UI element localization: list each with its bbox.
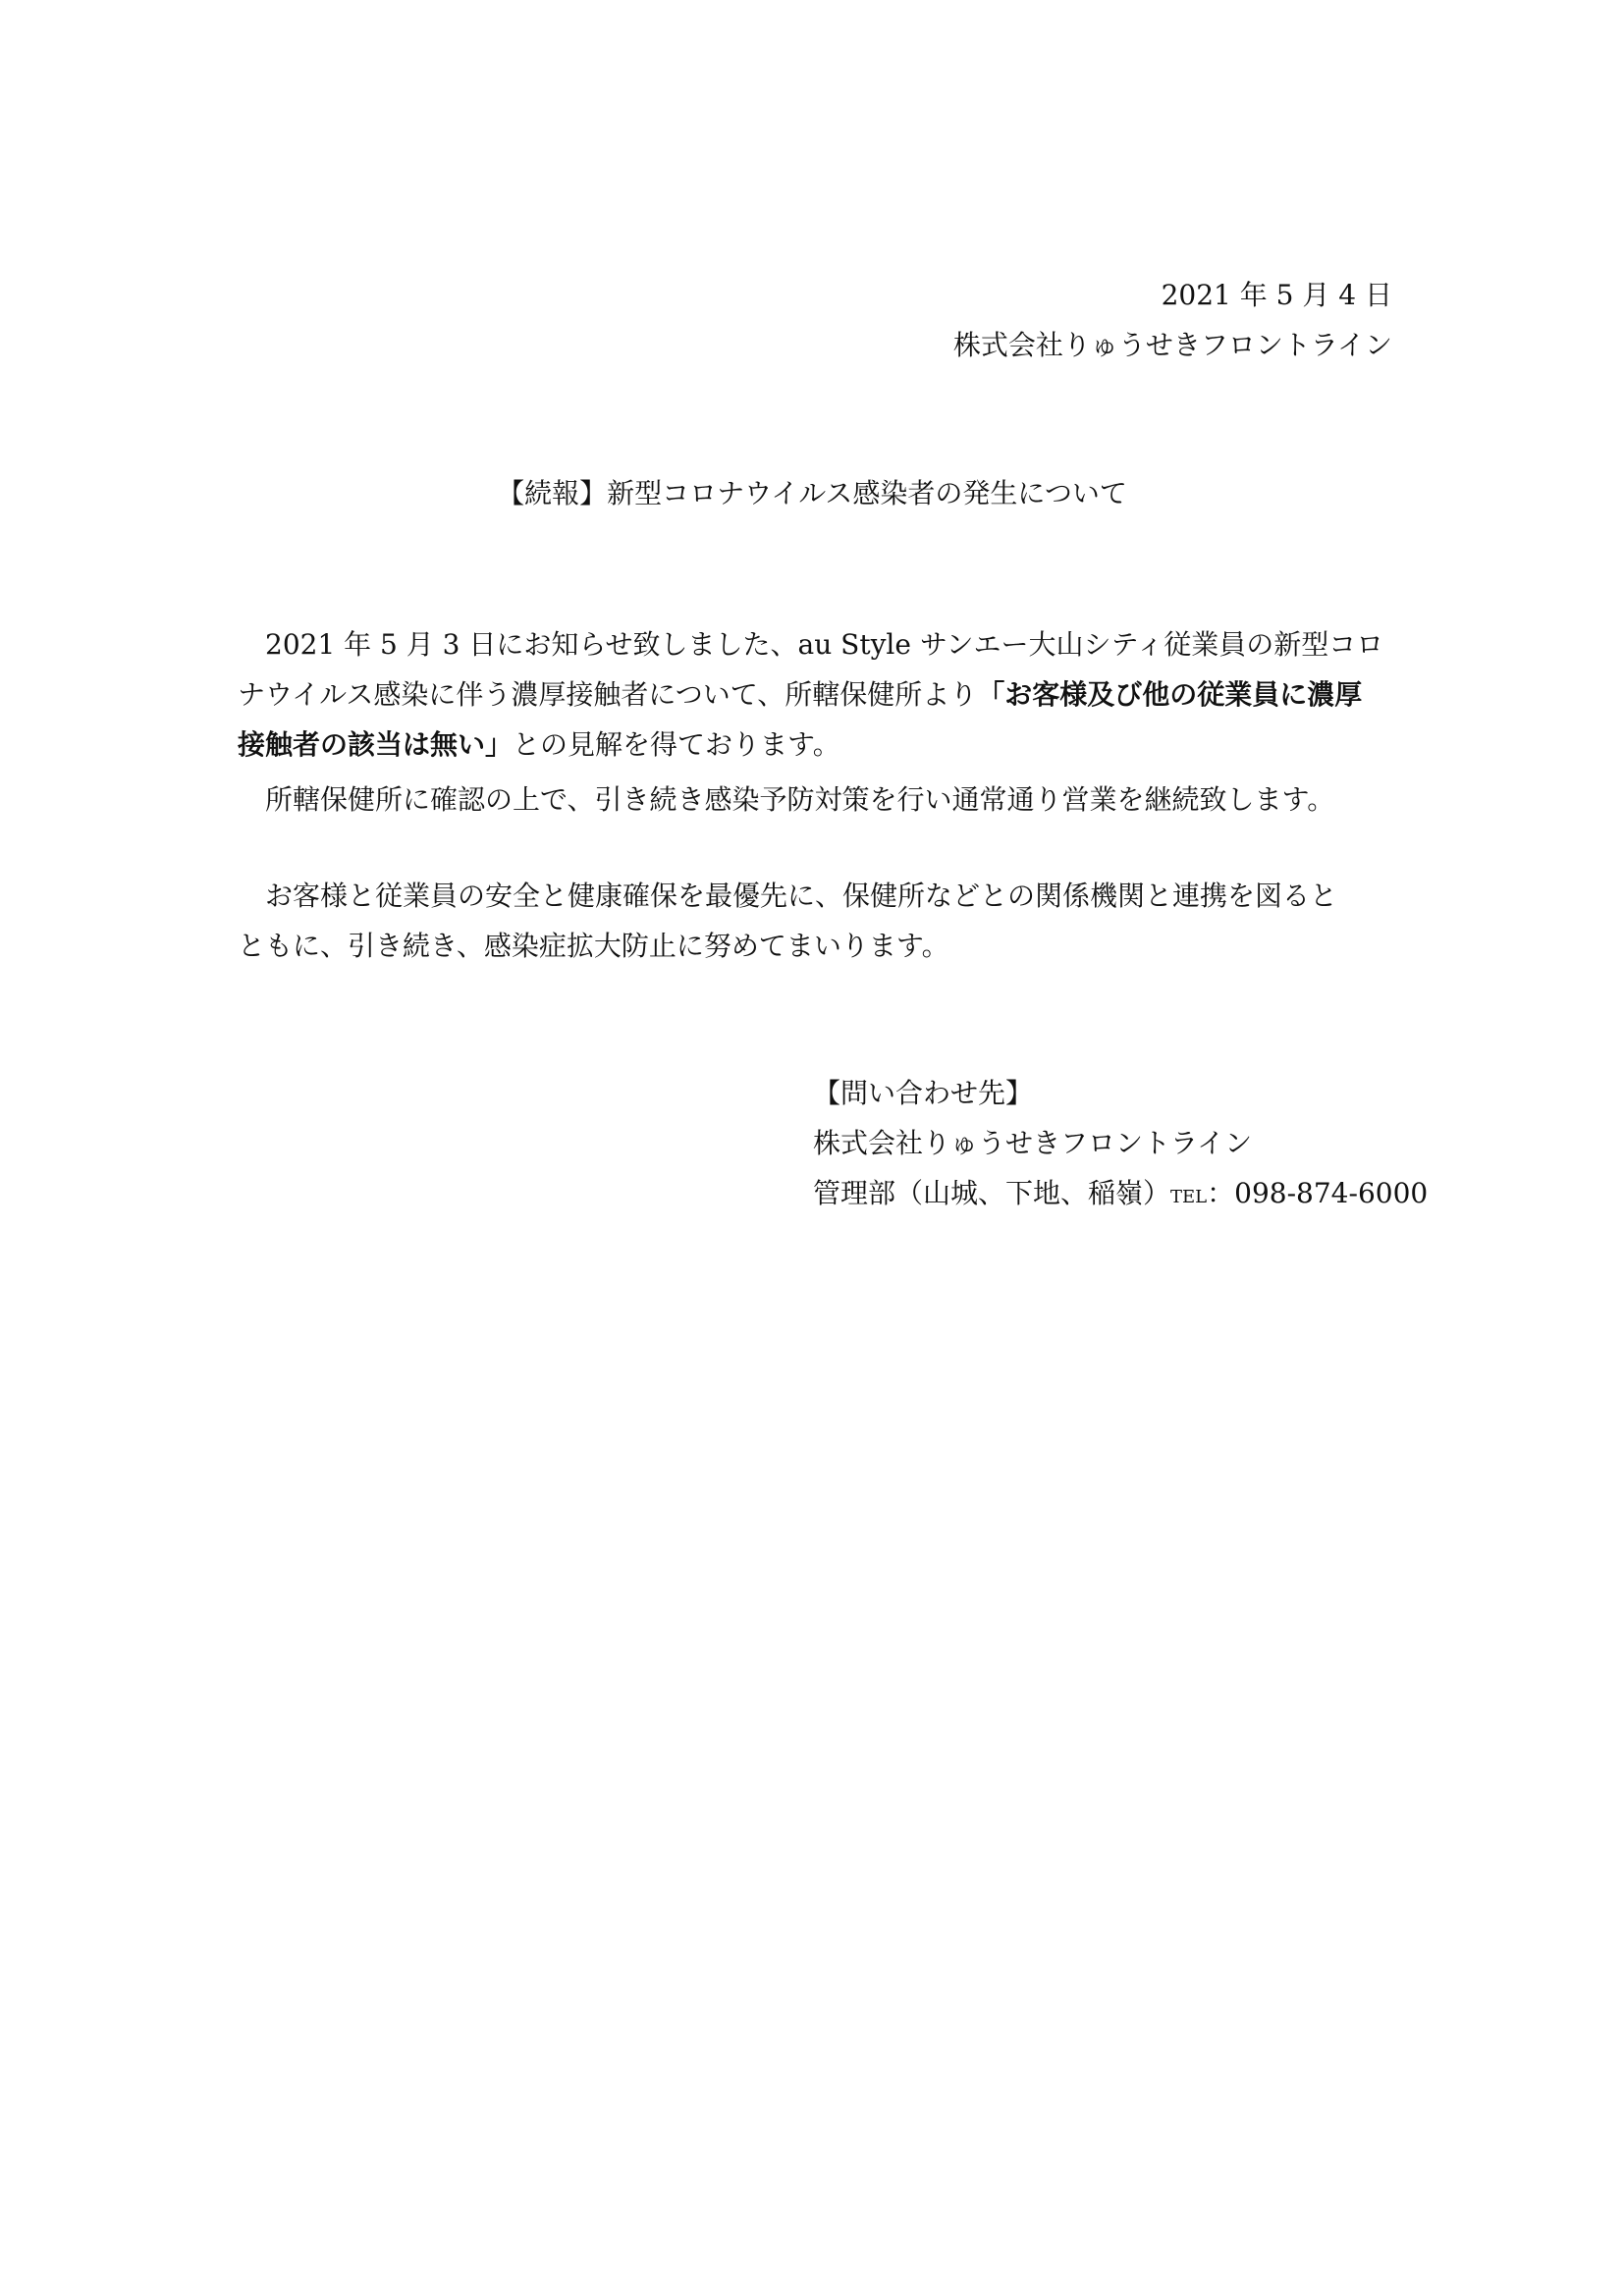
emphasis-text: 「お客様及び他の従業員に濃厚 xyxy=(977,678,1363,711)
paragraph-text: との見解を得ております。 xyxy=(513,728,840,761)
paragraph-operations xyxy=(238,774,1392,825)
issuer-company: 株式会社りゅうせきフロントライン xyxy=(952,329,1392,361)
tel-separator: ： xyxy=(1207,1177,1235,1209)
emphasis-text: 接触者の該当は無い」 xyxy=(238,728,514,761)
contact-department-line xyxy=(813,1168,1429,1222)
paragraph-line xyxy=(238,720,1392,770)
contact-department: 管理部（山城、下地、稲嶺） xyxy=(813,1177,1171,1209)
phone-number: 098-874-6000 xyxy=(1234,1177,1429,1209)
paragraph-line xyxy=(238,669,1392,720)
paragraph-line: お客様と従業員の安全と健康確保を最優先に、保健所などとの関係機関と連携を図ると xyxy=(265,880,1338,912)
paragraph-update xyxy=(238,619,1392,770)
contact-company: 株式会社りゅうせきフロントライン xyxy=(813,1127,1253,1159)
tel-label: TEL xyxy=(1170,1187,1208,1207)
contact-heading: 【問い合わせ先】 xyxy=(813,1077,1034,1109)
paragraph-line: 所轄保健所に確認の上で、引き続き感染予防対策を行い通常通り営業を継続致します。 xyxy=(265,783,1335,816)
paragraph-line: 2021 年 5 月 3 日にお知らせ致しました、au Style サンエー大山シティ従業員の新型コロ xyxy=(265,628,1384,661)
contact-block xyxy=(813,1068,1429,1222)
paragraph-line: ともに、引き続き、感染症拡大防止に努めてまいります。 xyxy=(238,930,949,962)
paragraph-text: ナウイルス感染に伴う濃厚接触者について、所轄保健所より xyxy=(238,678,978,711)
paragraph-measures xyxy=(238,871,1392,971)
document-title: 【続報】新型コロナウイルス感染者の発生について xyxy=(497,477,1127,509)
issue-date: 2021 年 5 月 4 日 xyxy=(1161,279,1392,311)
